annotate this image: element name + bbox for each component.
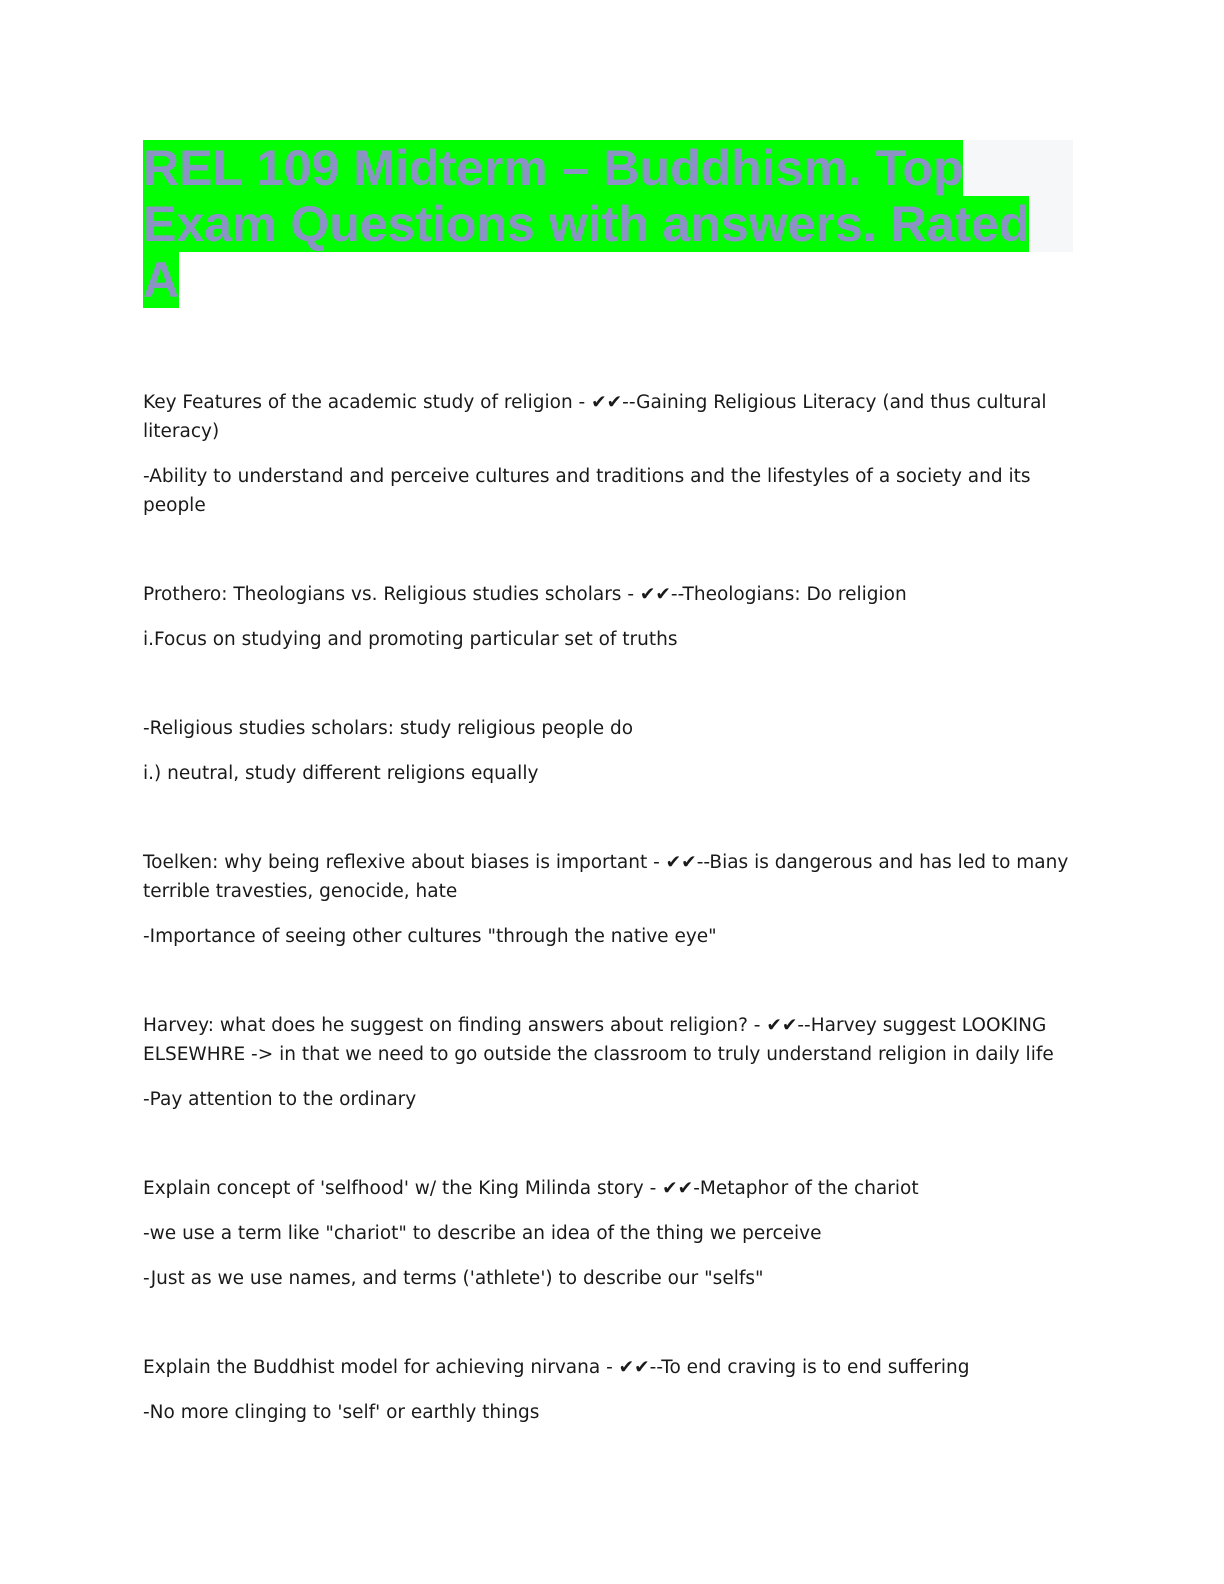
qa-item (143, 848, 1083, 951)
qa-item (143, 388, 1083, 520)
question-text: Explain the Buddhist model for achieving nirvana - (143, 1357, 619, 1378)
check-mark-icon: ✔✔ (591, 392, 623, 413)
question-text: Harvey: what does he suggest on finding answers about religion? - (143, 1015, 767, 1036)
title-highlight: REL 109 Midterm – Buddhism. Top Exam Questions with answers. Rated A (143, 140, 1030, 308)
qa-question-line (143, 848, 1083, 906)
answer-line: -we use a term like "chariot" to describe an idea of the thing we perceive (143, 1223, 822, 1244)
answer-line: -Religious studies scholars: study religious people do (143, 718, 634, 739)
question-text: Toelken: why being reflexive about biases is important - (143, 852, 666, 873)
qa-question-line (143, 388, 1083, 446)
answer-line: -Importance of seeing other cultures "through the native eye" (143, 926, 717, 947)
document-title (143, 140, 1073, 308)
check-mark-icon: ✔✔ (618, 1357, 650, 1378)
qa-question-line (143, 1011, 1083, 1069)
answer-line: -No more clinging to 'self' or earthly things (143, 1402, 540, 1423)
qa-item (143, 1353, 1083, 1427)
question-text: Explain concept of 'selfhood' w/ the King Milinda story - (143, 1178, 663, 1199)
question-text: Key Features of the academic study of religion - (143, 392, 592, 413)
check-mark-icon: ✔✔ (639, 584, 671, 605)
answer-text: -Metaphor of the chariot (693, 1178, 919, 1199)
answer-text: --To end craving is to end suffering (649, 1357, 970, 1378)
answer-line: i.) neutral, study different religions equally (143, 763, 539, 784)
answer-text: --Gaining Religious Literacy (and thus cultural literacy) (143, 392, 1047, 442)
check-mark-icon: ✔✔ (662, 1178, 694, 1199)
qa-item (143, 580, 1083, 788)
answer-line: -Ability to understand and perceive cultures and traditions and the lifestyles of a society and its people (143, 466, 1031, 516)
qa-item (143, 1174, 1083, 1293)
answer-text: --Bias is dangerous and has led to many terrible travesties, genocide, hate (143, 852, 1069, 902)
qa-question-line (143, 1174, 1083, 1203)
answer-line: -Pay attention to the ordinary (143, 1089, 417, 1110)
qa-item (143, 1011, 1083, 1114)
check-mark-icon: ✔✔ (766, 1015, 798, 1036)
answer-line: -Just as we use names, and terms ('athlete') to describe our "selfs" (143, 1268, 764, 1289)
document-body (143, 388, 1083, 1443)
question-text: Prothero: Theologians vs. Religious studies scholars - (143, 584, 640, 605)
title-block (143, 140, 1073, 308)
qa-question-line (143, 1353, 1083, 1382)
check-mark-icon: ✔✔ (665, 852, 697, 873)
answer-line: i.Focus on studying and promoting particular set of truths (143, 629, 678, 650)
answer-text: --Theologians: Do religion (670, 584, 907, 605)
answer-text: --Harvey suggest LOOKING ELSEWHRE -> in that we need to go outside the classroom to truly understand religion in daily life (143, 1015, 1054, 1065)
qa-question-line (143, 580, 1083, 609)
